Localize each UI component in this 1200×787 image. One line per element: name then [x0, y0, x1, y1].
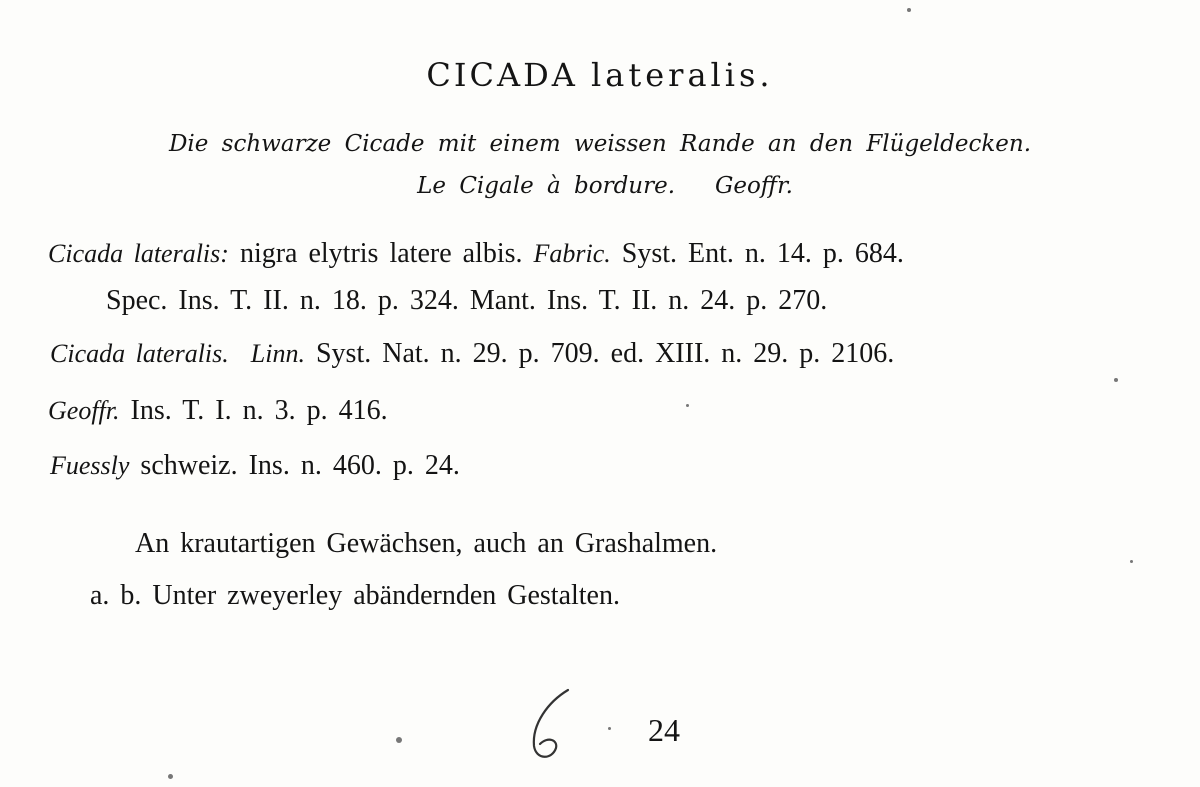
- paper-speck: [1114, 378, 1118, 382]
- ref-description: nigra elytris latere albis.: [239, 238, 523, 269]
- ref-author: Fuessly: [50, 451, 130, 480]
- ref-citation: Ins. T. I. n. 3. p. 416.: [130, 395, 388, 426]
- page-number: 24: [648, 712, 680, 748]
- ref-citation: Syst. Ent. n. 14. p. 684.: [621, 238, 904, 269]
- german-common-name: Die schwarze Cicade mit einem weissen Rande an den Flügeldecken.: [168, 131, 1032, 157]
- ref-citation: Syst. Nat. n. 29. p. 709. ed. XIII. n. 29. p. 2106.: [315, 338, 895, 369]
- paper-speck: [907, 8, 911, 12]
- paper-speck: [686, 404, 689, 407]
- paper-speck: [168, 774, 173, 779]
- ref-species-name: Cicada lateralis:: [48, 239, 229, 268]
- ref-author: Linn.: [250, 339, 305, 368]
- ref-author: Fabric.: [533, 239, 611, 268]
- habitat-text: An krautartigen Gewächsen, auch an Grashalmen.: [135, 528, 718, 559]
- variation-note: a. b. Unter zweyerley abändernden Gestalten.: [90, 580, 620, 611]
- paper-speck: [1130, 560, 1133, 563]
- reference-fabricius: [48, 238, 904, 270]
- title-species: lateralis.: [591, 56, 774, 94]
- reference-spec-mant: Spec. Ins. T. II. n. 18. p. 324. Mant. Ins. T. II. n. 24. p. 270.: [106, 285, 828, 316]
- french-name: Le Cigale à bordure.: [417, 173, 676, 199]
- handwritten-mark: [518, 684, 578, 764]
- ref-citation: schweiz. Ins. n. 460. p. 24.: [140, 450, 460, 481]
- reference-linnaeus: [50, 338, 894, 370]
- french-name-author: Geoffr.: [714, 173, 793, 199]
- paper-speck: [608, 727, 611, 730]
- ref-species-name: Cicada lateralis.: [50, 339, 229, 368]
- ref-author: Geoffr.: [48, 396, 120, 425]
- reference-fuessly: [50, 450, 460, 482]
- french-common-name: [0, 173, 1200, 199]
- paper-speck: [396, 737, 402, 743]
- page-title: [0, 56, 1200, 94]
- reference-geoffroy: [48, 395, 388, 427]
- title-genus: CICADA: [426, 56, 578, 94]
